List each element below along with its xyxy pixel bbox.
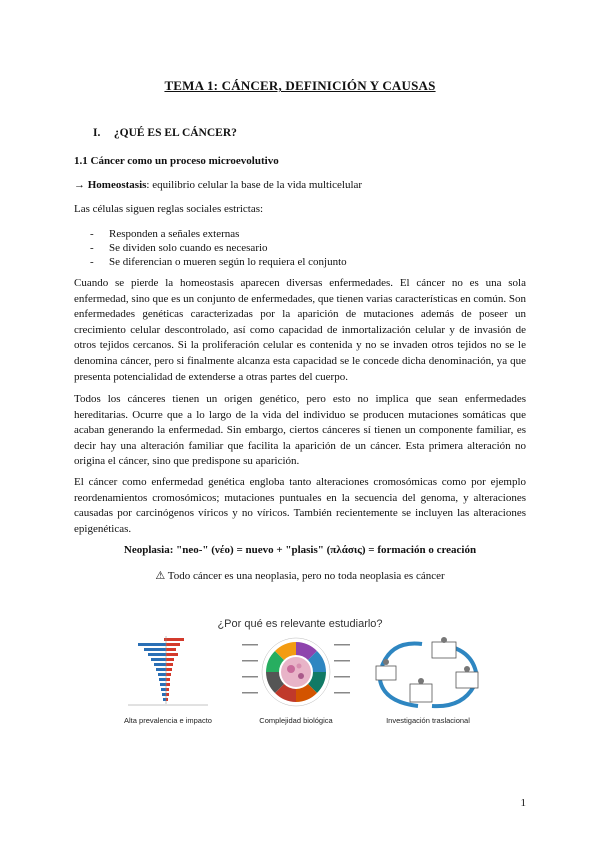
caption-translational: Investigación traslacional — [386, 716, 470, 725]
document-title: TEMA 1: CÁNCER, DEFINICIÓN Y CAUSAS — [164, 78, 436, 93]
paragraph-3: El cáncer como enfermedad genética engloba tanto alteraciones cromosómicas como por ejemplo reordenamientos cromosómicos; mutaciones puntuales en la secuencia del genoma, y alteraciones causadas por carcinógenos víricos y no víricos. También recientemente se incluyen las alteraciones epigenéticas. — [74, 476, 526, 535]
figure-title: ¿Por qué es relevante estudiarlo? — [217, 618, 383, 630]
prevalence-bar-chart — [118, 634, 218, 712]
homeostasis-line — [74, 179, 362, 191]
page-number: 1 — [520, 797, 526, 809]
list-item: - Se diferencian o mueren según lo requiera el conjunto — [90, 256, 347, 268]
rules-list — [74, 227, 347, 269]
caption-prevalence: Alta prevalencia e impacto — [124, 716, 212, 725]
paragraph-2: Todos los cánceres tienen un origen genético, pero esto no implica que sean enfermedades hereditarias. Ocurre que a lo largo de la vida del individuo se producen mutaciones somáticas que acaban generando la enfermedad. Sin embargo, ciertos cánceres sí tienen un componente familiar, es decir hay una alteración familiar que facilita la aparición de un cáncer. Esta primera alteración no origina el cáncer, sino que predispone su aparición. — [74, 393, 526, 468]
warning-note: ⚠ Todo cáncer es una neoplasia, pero no toda neoplasia es cáncer — [155, 570, 445, 582]
subsection-heading: 1.1 Cáncer como un proceso microevolutivo — [74, 155, 279, 167]
list-item: - Responden a señales externas — [90, 228, 240, 240]
rules-intro: Las células siguen reglas sociales estrictas: — [74, 203, 264, 215]
section-title: ¿QUÉ ES EL CÁNCER? — [113, 127, 237, 139]
translational-research-illustration — [372, 636, 484, 712]
paragraph-1: Cuando se pierde la homeostasis aparecen diversas enfermedades. El cáncer no es una sola enfermedad, sino que es un conjunto de enfermedades, que tienen varias características en común. Son enfermedades genéticas caracterizadas por la aparición de mutaciones además de poseer un crecimiento celular descontrolado, así como capacidad de inmortalización celular y de invasión de otros tejidos cercanos. Si la proliferación celular es contenida y no se invaden otros tejidos no se le denomina cáncer, pero si finalmente alcanza esta capacidad se le concede dicha denominación, ya que presenta potencialidad de extenderse a otras partes del cuerpo. — [74, 277, 526, 383]
hallmarks-wheel — [238, 630, 354, 714]
caption-complexity: Complejidad biológica — [259, 716, 333, 725]
homeostasis-term: Homeostasis — [87, 179, 147, 191]
neoplasia-definition: Neoplasia: "neo-" (νέο) = nuevo + "plasis" (πλάσις) = formación o creación — [123, 544, 477, 556]
list-item: - Se dividen solo cuando es necesario — [90, 242, 268, 254]
section-heading — [93, 127, 237, 139]
section-number: I. — [93, 127, 101, 139]
arrow-glyph: → — [74, 179, 85, 191]
homeostasis-definition: : equilibrio celular la base de la vida multicelular — [146, 179, 363, 191]
